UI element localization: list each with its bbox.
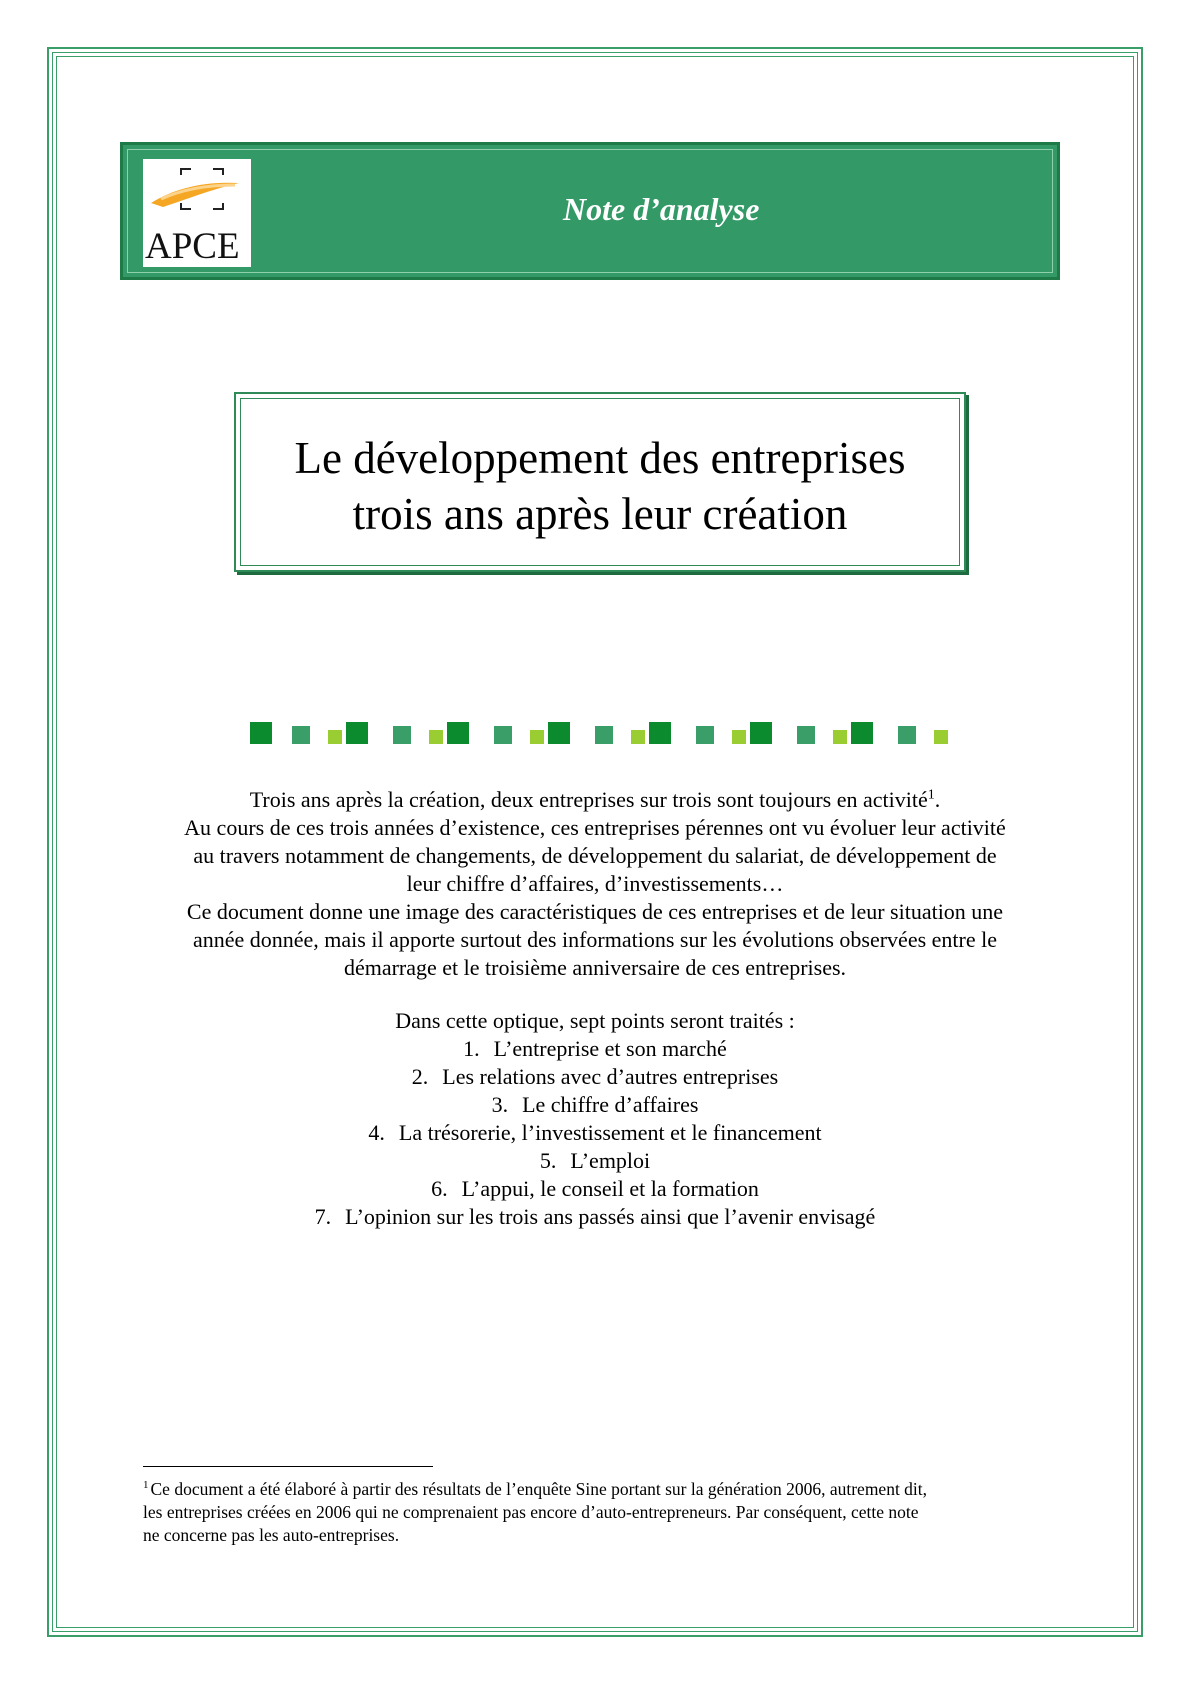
document-title-line-2: trois ans après leur création <box>352 489 848 539</box>
intro-text <box>140 786 1050 982</box>
points-list-item-label: L’emploi <box>570 1148 651 1173</box>
points-list-item-number: 4. <box>368 1120 385 1145</box>
document-title <box>236 430 964 542</box>
points-list-item-label: L’entreprise et son marché <box>493 1036 727 1061</box>
points-list-item-label: L’appui, le conseil et la formation <box>461 1176 759 1201</box>
document-title-box <box>234 392 966 572</box>
header-banner <box>120 142 1060 280</box>
points-list-item-number: 2. <box>411 1064 429 1089</box>
points-list-item-label: La trésorerie, l’investissement et le financement <box>398 1120 822 1145</box>
footnote-separator <box>143 1466 433 1467</box>
points-list-item-number: 6. <box>431 1176 448 1201</box>
points-list-item-label: L’opinion sur les trois ans passés ainsi que l’avenir envisagé <box>345 1204 876 1229</box>
points-list-item <box>140 1035 1050 1063</box>
points-list-item <box>140 1091 1050 1119</box>
points-list-item <box>140 1147 1050 1175</box>
points-list-item-number: 3. <box>491 1092 509 1117</box>
points-list-item <box>140 1203 1050 1231</box>
points-list-item <box>140 1063 1050 1091</box>
document-title-line-1: Le développement des entreprises <box>294 433 906 483</box>
intro-paragraph-1: Trois ans après la création, deux entreprises sur trois sont toujours en activité$^1$. <box>249 787 941 812</box>
points-list-item-number: 7. <box>314 1204 332 1229</box>
points-heading: Dans cette optique, sept points seront traités : <box>395 1008 795 1033</box>
header-title: Note d’analyse <box>563 191 760 227</box>
footnote-marker: 1 <box>143 1479 149 1492</box>
points-list-item <box>140 1175 1050 1203</box>
points-list-item-label: Les relations avec d’autres entreprises <box>442 1064 779 1089</box>
logo-text: APCE <box>145 226 240 267</box>
intro-paragraph-2: Au cours de ces trois années d’existence, ces entreprises pérennes ont vu évoluer leur activité au travers notamment de changements, de développement du salariat, de développement de leur chiffre d’affaires, d’investissements… <box>184 815 1006 896</box>
footnote-reference[interactable]: 1 <box>927 787 935 803</box>
points-list <box>140 1035 1050 1231</box>
points-list-item-label: Le chiffre d’affaires <box>522 1092 699 1117</box>
intro-paragraph-3: Ce document donne une image des caractéristiques de ces entreprises et de leur situation une année donnée, mais il apporte surtout des informations sur les évolutions observées entre le démarrage et le troisième anniversaire de ces entreprises. <box>186 899 1004 980</box>
points-list-item <box>140 1119 1050 1147</box>
apce-logo <box>143 159 251 267</box>
footnote: $^1$ Ce document a été élaboré à partir des résultats de l’enquête Sine portant sur la génération 2006, autrement dit, les entreprises créées en 2006 qui ne comprenaient pas encore d’auto-entrepreneurs. Par conséquent, cette note ne concerne pas les auto-entreprises. <box>143 1479 928 1545</box>
points-list-item-number: 5. <box>539 1148 557 1173</box>
points-list-item-number: 1. <box>463 1036 480 1061</box>
